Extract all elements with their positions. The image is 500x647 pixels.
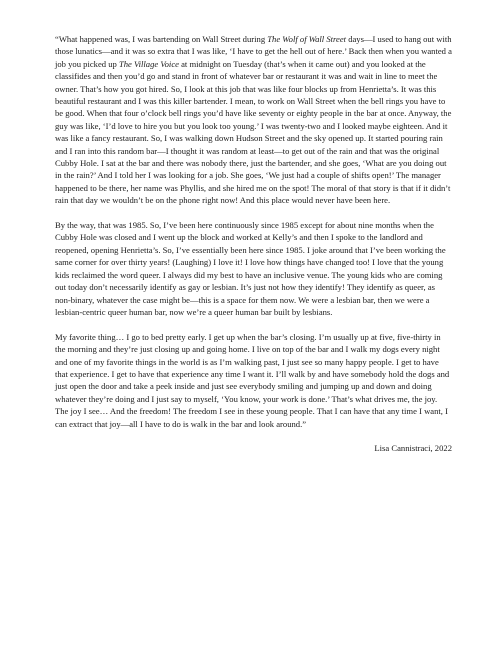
- paragraph-1: [55, 33, 452, 207]
- document-page: [55, 33, 452, 455]
- paragraph-3: [55, 331, 452, 430]
- text-segment: days—I used to hang out with those lunatics—and it was so extra that I was like, ‘I have to get the hell out of here.’ Back then when you wanted a job you picked up: [55, 34, 452, 69]
- italic-title: The Village Voice: [118, 58, 179, 69]
- text-segment: My favorite thing… I go to bed pretty early. I get up when the bar’s closing. I’m usually up at five, five-thirty in the morning and they’re just closing up and going home. I live on top of the bar and I walk my dogs every night and one of my favorite things in the world is as I’m walking past, I just see so many happy people. I get to have that experience. I get to have that experience any time I want it. I’ll walk by and have somebody hold the dogs and just open the door and take a peek inside and just see everybody smiling and jumping up and down and doing whatever they’re doing and I just say to myself, ‘You know, your work is done.’ That’s what drives me, the joy. The joy I see… And the freedom! The freedom I see in these young people. That I can have that any time I want, I can extract that joy—all I have to do is walk in the bar and look around.”: [55, 331, 450, 429]
- text-segment: at midnight on Tuesday (that’s when it came out) and you looked at the classifides and then you’d go and stand in front of whatever bar or restaurant it was and wait in line to meet the owner. That’s how you got hired. So, I look at this job that was like four blocks up from Henrietta’s. It was this beautiful restaurant and I was this killer bartender. I mean, to work on Wall Street when the bell rings you have to be good. When that four o’clock bell rings you’d have like seventy or eighty people in the bar at once. Anyway, the guy was like, ‘I’d love to hire you but you look too young.’ I was twenty-two and I looked maybe eighteen. And it was like a fancy restaurant. So, I was walking down Hudson Street and the sky opened up. It started pouring rain and I ran into this random bar—I thought it was random at least—to get out of the rain and that was the original Cubby Hole. I sat at the bar and there was nobody there, just the bartender, and she goes, ‘What are you doing out in the rain?’ And I told her I was looking for a job. She goes, ‘We just had a couple of shifts open!’ The manager happened to be there, her name was Phyllis, and she hired me on the spot! The moral of that story is that if it didn’t rain that day we wouldn’t be on the phone right now! And this place would never have been here.: [55, 58, 452, 206]
- italic-title: The Wolf of Wall Street: [267, 34, 347, 44]
- paragraph-2: [55, 219, 452, 318]
- text-segment: “What happened was, I was bartending on Wall Street during: [55, 34, 268, 44]
- signature: Lisa Cannistraci, 2022: [374, 443, 452, 454]
- text-segment: By the way, that was 1985. So, I’ve been here continuously since 1985 except for about nine months when the Cubby Hole was closed and I went up the block and worked at Kelly’s and then I spoke to the landlord and reopened, opening Henrietta’s. So, I’ve essentially been here since 1985. I joke around that I’ve been working the same corner for over thirty years! (Laughing) I love it! I love how things have changed too! I love that the young kids reclaimed the word queer. I always did my best to have an inclusive venue. The young kids who are coming out today don’t necessarily identify as gay or lesbian. It’s just not how they identify! They identify as queer, as non-binary, whatever the case might be—this is a space for them now. We were a lesbian bar, then we were a lesbian-centric queer human bar, now we’re a queer human bar built by lesbians.: [55, 220, 446, 317]
